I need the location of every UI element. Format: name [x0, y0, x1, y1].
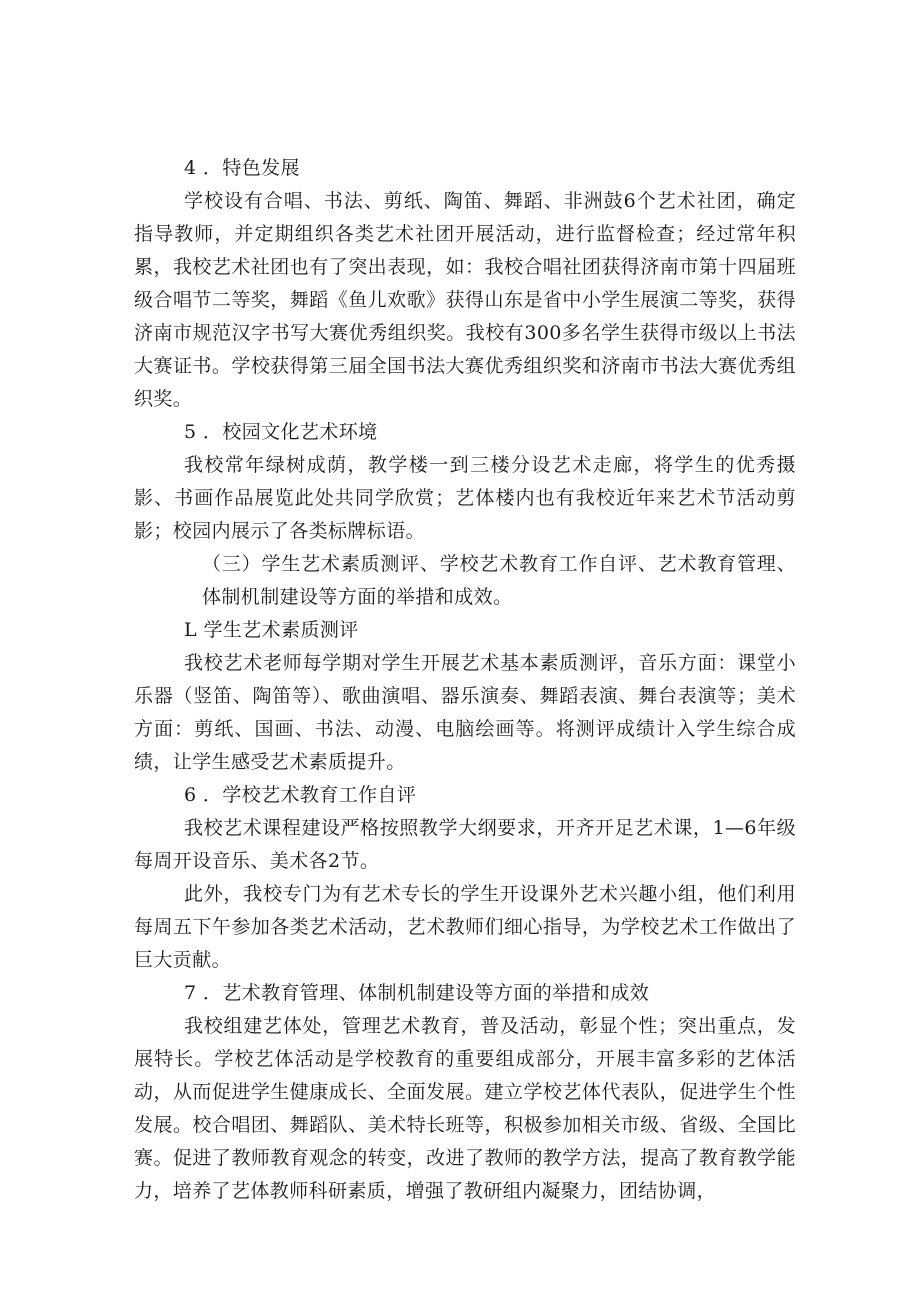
section-6-heading: 6 ．学校艺术教育工作自评	[184, 784, 417, 806]
part-3-heading: （三）学生艺术素质测评、学校艺术教育工作自评、艺术教育管理、体制机制建设等方面的举措和成效。	[202, 553, 796, 608]
section-4-heading: 4 ．特色发展	[184, 157, 300, 179]
section-6-paragraph-1: 我校艺术课程建设严格按照教学大纲要求，开齐开足艺术课，1—6年级每周开设音乐、美术各2节。	[134, 817, 796, 872]
section-5-paragraph: 我校常年绿树成荫，教学楼一到三楼分设艺术走廊，将学生的优秀摄影、书画作品展览此处共同学欣赏；艺体楼内也有我校近年来艺术节活动剪影；校园内展示了各类标牌标语。	[134, 454, 796, 542]
section-l-heading: L 学生艺术素质测评	[184, 619, 359, 641]
section-7-paragraph: 我校组建艺体处，管理艺术教育，普及活动，彰显个性；突出重点，发展特长。学校艺体活动是学校教育的重要组成部分，开展丰富多彩的艺体活动，从而促进学生健康成长、全面发展。建立学校艺体代表队，促进学生个性发展。校合唱团、舞蹈队、美术特长班等，积极参加相关市级、省级、全国比赛。促进了教师教育观念的转变，改进了教师的教学方法，提高了教育教学能力，培养了艺体教师科研素质，增强了教研组内凝聚力，团结协调，	[134, 1015, 796, 1202]
section-4-paragraph: 学校设有合唱、书法、剪纸、陶笛、舞蹈、非洲鼓6个艺术社团，确定指导教师，并定期组织各类艺术社团开展活动，进行监督检查；经过常年积累，我校艺术社团也有了突出表现，如：我校合唱社团获得济南市第十四届班级合唱节二等奖，舞蹈《鱼儿欢歌》获得山东是省中小学生展演二等奖，获得济南市规范汉字书写大赛优秀组织奖。我校有300多名学生获得市级以上书法大赛证书。学校获得第三届全国书法大赛优秀组织奖和济南市书法大赛优秀组织奖。	[134, 190, 796, 410]
section-5-heading: 5 ．校园文化艺术环境	[184, 421, 378, 443]
section-6-paragraph-2: 此外，我校专门为有艺术专长的学生开设课外艺术兴趣小组，他们利用每周五下午参加各类艺术活动，艺术教师们细心指导，为学校艺术工作做出了巨大贡献。	[134, 883, 796, 971]
section-7-heading: 7 ．艺术教育管理、体制机制建设等方面的举措和成效	[184, 982, 650, 1004]
document-body	[134, 152, 796, 1208]
section-l-paragraph: 我校艺术老师每学期对学生开展艺术基本素质测评，音乐方面：课堂小乐器（竖笛、陶笛等）、歌曲演唱、器乐演奏、舞蹈表演、舞台表演等；美术方面：剪纸、国画、书法、动漫、电脑绘画等。将测评成绩计入学生综合成绩，让学生感受艺术素质提升。	[134, 652, 796, 773]
